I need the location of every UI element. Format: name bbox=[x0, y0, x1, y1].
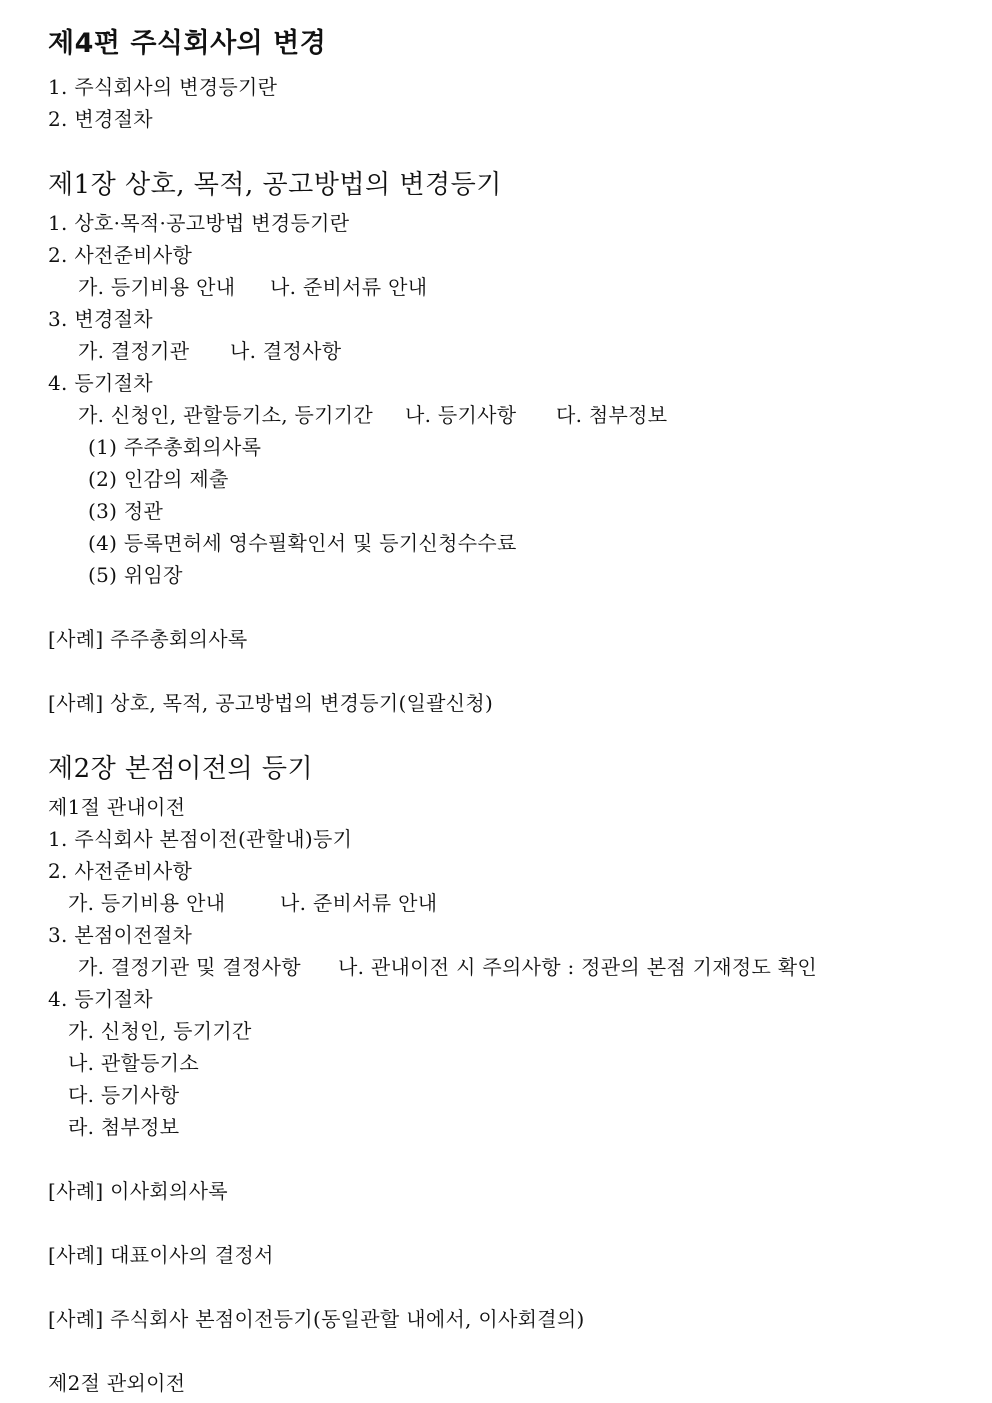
sub-item: 나. 준비서류 안내 bbox=[280, 891, 438, 915]
sub-item: 다. 등기사항 bbox=[68, 1083, 180, 1107]
sub-item: 가. 등기비용 안내 bbox=[78, 275, 236, 299]
list-item: 3. 본점이전절차 bbox=[48, 923, 193, 947]
sub-item: 나. 관할등기소 bbox=[68, 1051, 200, 1075]
sub-sub-item: (4) 등록면허세 영수필확인서 및 등기신청수수료 bbox=[88, 531, 517, 555]
case-item: [사례] 주주총회의사록 bbox=[48, 627, 248, 651]
section-title: 제1절 관내이전 bbox=[48, 795, 186, 819]
sub-item: 가. 결정기관 bbox=[78, 339, 190, 363]
sub-item: 나. 등기사항 bbox=[405, 403, 517, 427]
case-item: [사례] 주식회사 본점이전등기(동일관할 내에서, 이사회결의) bbox=[48, 1307, 585, 1331]
sub-item: 나. 관내이전 시 주의사항 : 정관의 본점 기재정도 확인 bbox=[338, 955, 817, 979]
list-item: 3. 변경절차 bbox=[48, 307, 153, 331]
case-item: [사례] 이사회의사록 bbox=[48, 1179, 228, 1203]
part-item: 2. 변경절차 bbox=[48, 107, 153, 131]
sub-item: 나. 결정사항 bbox=[230, 339, 342, 363]
list-item: 4. 등기절차 bbox=[48, 987, 153, 1011]
list-item: 2. 사전준비사항 bbox=[48, 243, 193, 267]
sub-sub-item: (5) 위임장 bbox=[88, 563, 183, 587]
case-item: [사례] 대표이사의 결정서 bbox=[48, 1243, 274, 1267]
chapter-title: 제2장 본점이전의 등기 bbox=[48, 754, 314, 784]
case-item: [사례] 상호, 목적, 공고방법의 변경등기(일괄신청) bbox=[48, 691, 494, 715]
list-item: 1. 주식회사 본점이전(관할내)등기 bbox=[48, 827, 353, 851]
part-title: 제4편 주식회사의 변경 bbox=[48, 28, 327, 59]
sub-item: 가. 신청인, 등기기간 bbox=[68, 1019, 252, 1043]
sub-item: 라. 첨부정보 bbox=[68, 1115, 180, 1139]
sub-item: 다. 첨부정보 bbox=[556, 403, 668, 427]
sub-sub-item: (1) 주주총회의사록 bbox=[88, 435, 262, 459]
sub-sub-item: (3) 정관 bbox=[88, 499, 164, 523]
chapter-title: 제1장 상호, 목적, 공고방법의 변경등기 bbox=[48, 170, 502, 200]
list-item: 4. 등기절차 bbox=[48, 371, 153, 395]
list-item: 1. 상호·목적·공고방법 변경등기란 bbox=[48, 211, 350, 235]
part-item: 1. 주식회사의 변경등기란 bbox=[48, 75, 278, 99]
sub-item: 가. 등기비용 안내 bbox=[68, 891, 226, 915]
sub-item: 나. 준비서류 안내 bbox=[270, 275, 428, 299]
list-item: 2. 사전준비사항 bbox=[48, 859, 193, 883]
section-title: 제2절 관외이전 bbox=[48, 1371, 186, 1395]
sub-item: 가. 결정기관 및 결정사항 bbox=[78, 955, 301, 979]
sub-sub-item: (2) 인감의 제출 bbox=[88, 467, 229, 491]
sub-item: 가. 신청인, 관할등기소, 등기기간 bbox=[78, 403, 374, 427]
